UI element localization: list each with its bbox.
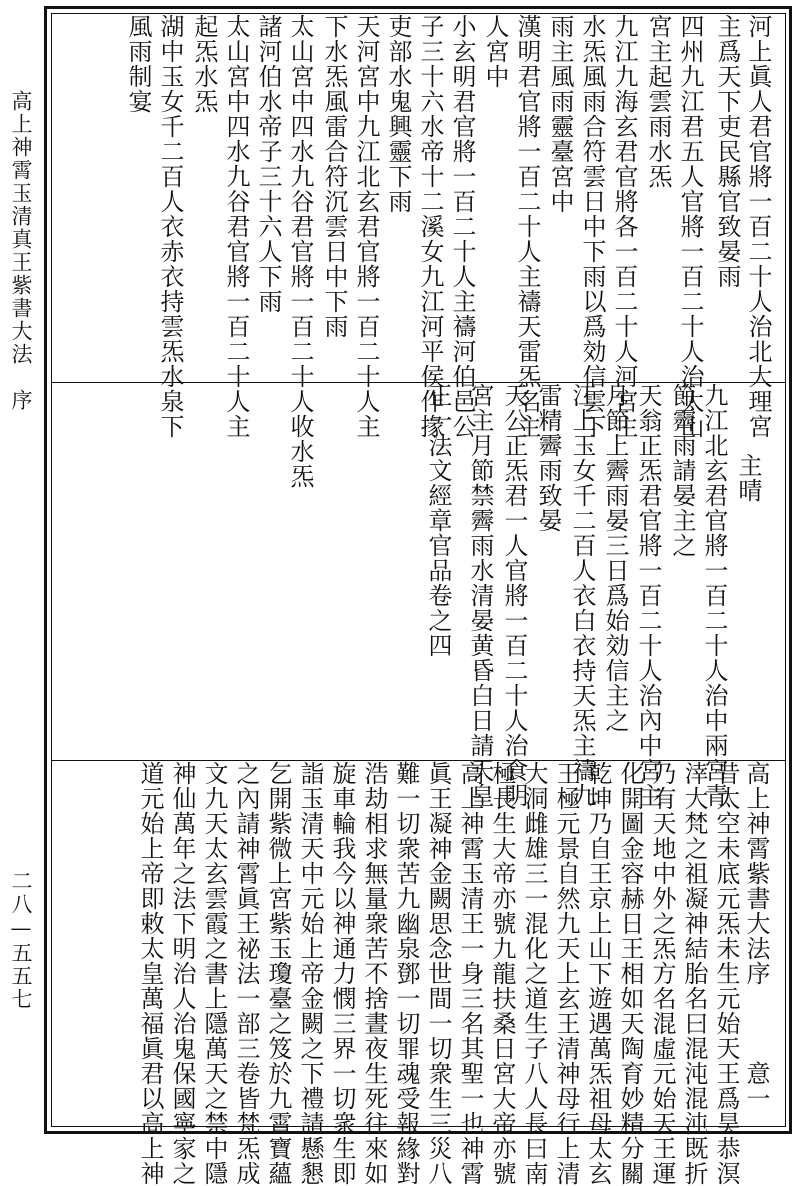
text-column: 湖中玉女千二百人衣赤衣持雲炁水泉下	[156, 14, 184, 439]
text-column: 宮主月節禁霽雨水清晏黄昏白日請天皇	[466, 383, 494, 808]
text-column: 乞開紫微上宮紫玉瓊臺之笈於九霄寶蘊	[264, 761, 292, 1186]
text-column: 人宮中	[481, 14, 509, 89]
text-column: 漢明君官將一百二十人主禱天雷炁名主	[513, 14, 541, 439]
text-column: 眞王凝神金闕思念世間一切衆生三災八	[424, 761, 452, 1186]
text-column: 水炁風雨合符雲日中下雨以爲効信雲下	[578, 14, 606, 439]
text-column: 九江北玄君官將一百二十人治中兩宮青	[700, 383, 728, 808]
bottom-panel	[52, 761, 785, 1186]
text-column: 神仙萬年之法下明治人治鬼保國寧家之	[168, 761, 196, 1186]
text-column: 天河宮中九江北玄君官將一百二十人主	[352, 14, 380, 439]
section-heading: 主晴	[734, 453, 762, 503]
text-column: 文九天太玄雲霞之書上隱萬天之禁中隱	[200, 761, 228, 1186]
volume-end-title: 正一法文經章官品卷之四	[424, 383, 452, 658]
preface-title: 高上神霄紫書大法序 意一	[742, 761, 770, 1111]
text-column: 難一切衆苦九幽泉鄧一切罪魂受報緣對	[392, 761, 420, 1186]
text-column: 之內請神霄眞王祕法一部三卷皆梵炁成	[232, 761, 260, 1186]
text-column: 太山宮中四水九谷君官將一百二十人收水炁	[286, 14, 314, 489]
text-column: 節霽雨請晏主之	[668, 383, 696, 558]
text-column: 太山宮中四水九谷君官將一百二十人主	[222, 14, 250, 439]
text-column: 風雨制宴	[124, 14, 152, 114]
margin-page-number: 二八—五五七	[9, 870, 33, 1011]
margin-book-title: 高上神霄玉清真王紫書大法 序	[9, 90, 33, 412]
text-column: 天公正炁君一人官將一百二十人治食明	[500, 383, 528, 808]
text-column: 四州九江君五人官將一百二十人治太山	[676, 14, 704, 439]
text-column: 主爲天下吏民縣官致晏雨	[713, 14, 741, 289]
text-column: 道元始上帝即敕太皇萬福眞君以高上神	[136, 761, 164, 1186]
text-column: 昔太空未底元炁未生元始天王爲昊恭溟	[712, 761, 740, 1186]
text-column: 起炁水炁	[190, 14, 218, 114]
text-column: 天翁正炁君官將一百二十人治內中宮主	[634, 383, 662, 808]
text-column: 浩劫相求無量衆苦不捨晝夜生死往來如	[360, 761, 388, 1186]
text-column: 涬大梵之祖凝神結胎名曰混沌混沌既折	[680, 761, 708, 1186]
text-column: 旋車輪我今以神通力憫三界一切衆生即	[328, 761, 356, 1186]
text-column: 下水炁風雷合符沉雲日中下雨	[320, 14, 348, 339]
text-column: 極長生大帝亦號九龍扶桑日宮大帝亦號	[488, 761, 516, 1186]
text-column: 乾坤乃自王京上山下遊遇萬炁祖母太玄	[584, 761, 612, 1186]
text-column: 乃有天地中外之炁方名混虛元始天王運	[648, 761, 676, 1186]
text-column: 高上神霄玉清王一身三名其聖一也神霄	[456, 761, 484, 1186]
text-column: 詣玉清天中元始上帝金闕之下禮請懸懇	[296, 761, 324, 1186]
text-column: 河上眞人君官將一百二十人治北大理宮	[744, 14, 772, 439]
text-column: 九江九海玄君官將各一百二十人河宮主	[610, 14, 638, 439]
text-column: 大洞雌雄三一混化之道生子八人長曰南	[520, 761, 548, 1186]
text-column: 吏部水鬼興靈下雨	[384, 14, 412, 214]
text-column: 小玄明君官將一百二十人主禱河伯邑公	[448, 14, 476, 439]
text-column: 江上玉女千二百人衣白衣持天炁主禱九	[568, 383, 596, 808]
text-column: 子三十六水帝十二溪女九江河平侯作掾	[416, 14, 444, 439]
text-column: 化開圖金容赫日王相如天陶育妙精分關	[616, 761, 644, 1186]
text-column: 雷精霽雨致晏	[534, 383, 562, 533]
text-column: 宮主起雲雨水炁	[644, 14, 672, 189]
text-column: 王極元景自然九天上玄王清神母行上清	[552, 761, 580, 1186]
text-column: 雨主風雨靈臺宮中	[546, 14, 574, 214]
text-column: 月節上霽雨晏三日爲始効信主之	[601, 383, 629, 733]
middle-panel	[52, 383, 785, 808]
text-column: 諸河伯水帝子三十六人下雨	[254, 14, 282, 314]
